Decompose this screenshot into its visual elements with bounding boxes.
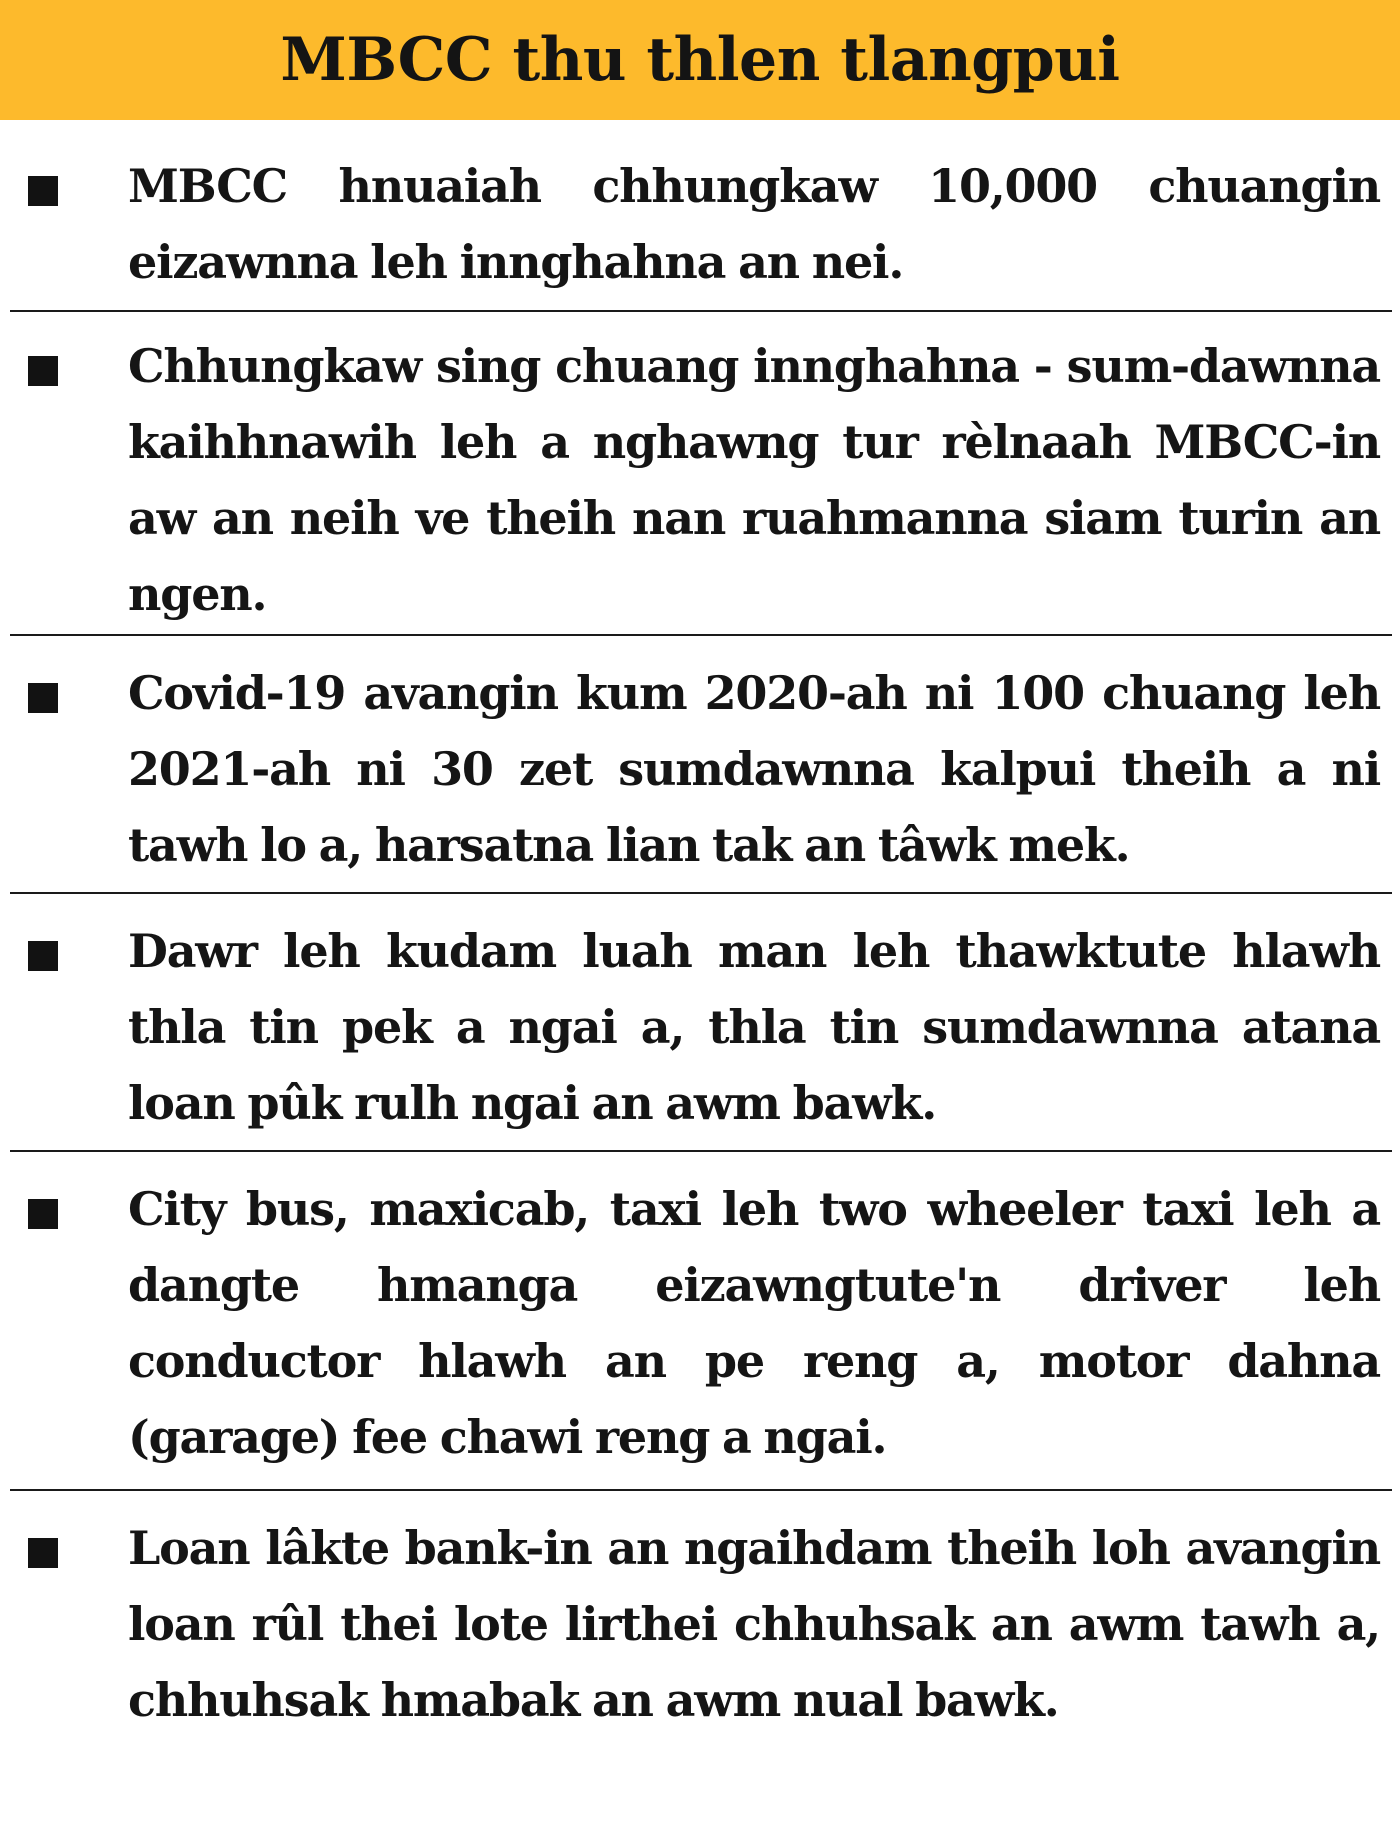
divider xyxy=(10,892,1392,894)
square-bullet-icon xyxy=(28,356,58,386)
list-item-text: Covid-19 avangin kum 2020-ah ni 100 chuang leh 2021-ah ni 30 zet sumdawnna kalpui theih a ni tawh lo a, harsatna lian tak an tâwk mek. xyxy=(128,666,1380,872)
square-bullet-icon xyxy=(28,176,58,206)
page-title: MBCC thu thlen tlangpui xyxy=(280,25,1120,95)
list-item-text: MBCC hnuaiah chhungkaw 10,000 chuangin eizawnna leh innghahna an nei. xyxy=(128,159,1380,289)
list-item xyxy=(0,328,1400,636)
list-item xyxy=(0,1171,1400,1479)
square-bullet-icon xyxy=(28,683,58,713)
list-item-text: Chhungkaw sing chuang innghahna - sum-dawnna kaihhnawih leh a nghawng tur rèlnaah MBCC-in aw an neih ve theih nan ruahmanna siam turin an ngen. xyxy=(128,339,1380,621)
divider xyxy=(10,634,1392,636)
square-bullet-icon xyxy=(28,941,58,971)
list-item xyxy=(0,655,1400,891)
list-item-text: City bus, maxicab, taxi leh two wheeler taxi leh a dangte hmanga eizawngtute'n driver leh conductor hlawh an pe reng a, motor dahna (garage) fee chawi reng a ngai. xyxy=(128,1182,1380,1464)
list-item xyxy=(0,148,1400,310)
list-item-text: Dawr leh kudam luah man leh thawktute hlawh thla tin pek a ngai a, thla tin sumdawnna atana loan pûk rulh ngai an awm bawk. xyxy=(128,924,1380,1130)
header-banner xyxy=(0,0,1400,120)
list-item-text: Loan lâkte bank-in an ngaihdam theih loh avangin loan rûl thei lote lirthei chhuhsak an awm tawh a, chhuhsak hmabak an awm nual bawk. xyxy=(128,1521,1380,1727)
square-bullet-icon xyxy=(28,1199,58,1229)
divider xyxy=(10,1150,1392,1152)
divider xyxy=(10,310,1392,312)
divider xyxy=(10,1489,1392,1491)
list-item xyxy=(0,913,1400,1149)
list-item xyxy=(0,1510,1400,1818)
square-bullet-icon xyxy=(28,1538,58,1568)
